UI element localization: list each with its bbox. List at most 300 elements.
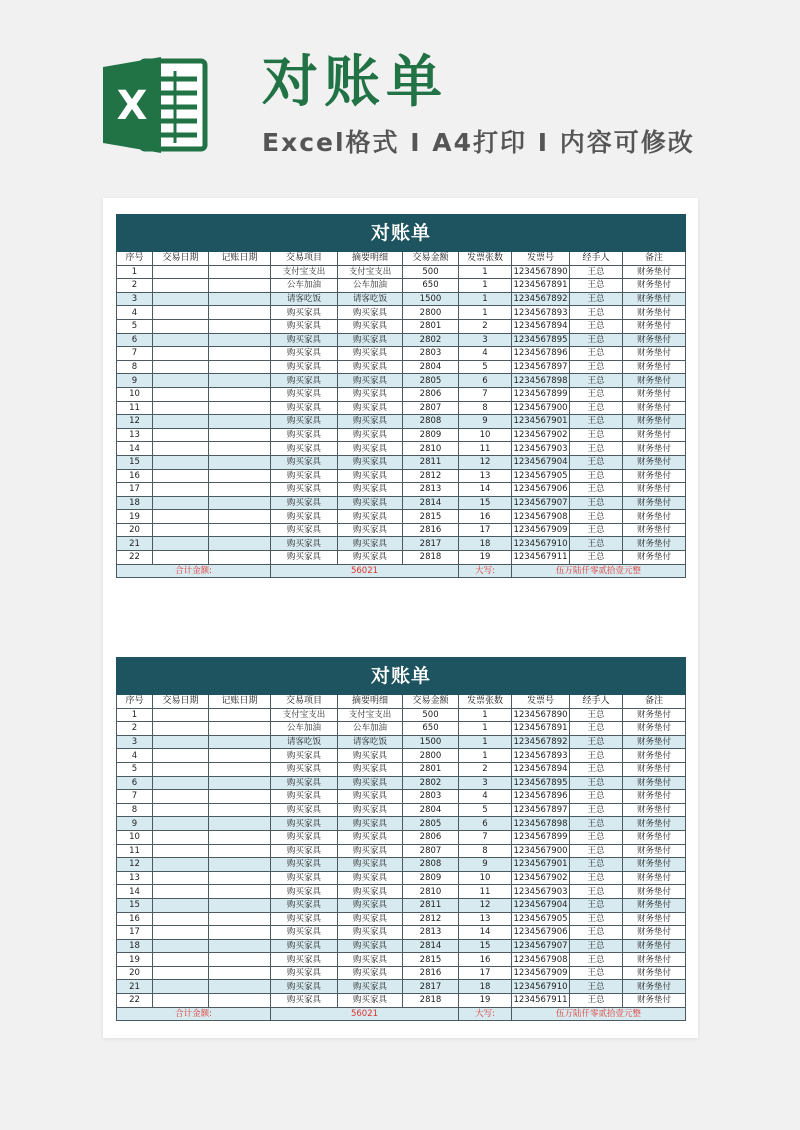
trade-item-cell: 购买家具 — [271, 415, 338, 429]
row-no-cell: 22 — [117, 551, 153, 565]
summary-detail-cell: 支付宝支出 — [338, 265, 403, 279]
col-header-date: 交易日期 — [153, 695, 209, 709]
trade-amount-cell: 2800 — [403, 306, 459, 320]
trade-item-cell: 购买家具 — [271, 953, 338, 967]
table-row — [117, 830, 686, 844]
note-cell: 财务垫付 — [623, 830, 686, 844]
handler-cell: 王总 — [570, 537, 623, 551]
invoice-number-cell: 1234567903 — [513, 443, 568, 454]
row-no-cell: 18 — [117, 496, 153, 510]
book-date-cell — [209, 292, 271, 306]
book-date-cell — [209, 708, 271, 722]
invoice-count-cell: 14 — [459, 926, 512, 940]
sum-value: 56021 — [271, 1007, 459, 1021]
table-row — [117, 926, 686, 940]
row-no-cell: 1 — [117, 265, 153, 279]
invoice-number-cell: 1234567909 — [513, 525, 568, 536]
handler-cell: 王总 — [570, 510, 623, 524]
handler-cell: 王总 — [570, 817, 623, 831]
sum-label: 合计金额: — [117, 1007, 271, 1021]
row-no-cell: 8 — [117, 803, 153, 817]
trade-amount-cell: 2818 — [403, 994, 459, 1008]
total-row — [117, 1007, 686, 1021]
book-date-cell — [209, 722, 271, 736]
trade-date-cell — [153, 292, 209, 306]
book-date-cell — [209, 939, 271, 953]
trade-date-cell — [153, 776, 209, 790]
row-no-cell: 10 — [117, 830, 153, 844]
invoice-count-cell: 1 — [459, 306, 512, 320]
table-row — [117, 912, 686, 926]
summary-detail-cell: 购买家具 — [338, 912, 403, 926]
trade-amount-cell: 2803 — [403, 347, 459, 361]
note-cell: 财务垫付 — [623, 762, 686, 776]
row-no-cell: 3 — [117, 292, 153, 306]
table-row — [117, 708, 686, 722]
note-cell: 财务垫付 — [623, 510, 686, 524]
trade-date-cell — [153, 428, 209, 442]
table-row — [117, 496, 686, 510]
logo-letter: X — [116, 83, 148, 129]
book-date-cell — [209, 496, 271, 510]
row-no-cell: 17 — [117, 926, 153, 940]
table-row — [117, 939, 686, 953]
invoice-count-cell: 9 — [459, 415, 512, 429]
invoice-count-cell: 17 — [459, 523, 512, 537]
note-cell: 财务垫付 — [623, 722, 686, 736]
trade-amount-cell: 2801 — [403, 319, 459, 333]
trade-date-cell — [153, 306, 209, 320]
book-date-cell — [209, 455, 271, 469]
table-row — [117, 776, 686, 790]
summary-detail-cell: 购买家具 — [338, 537, 403, 551]
trade-date-cell — [153, 844, 209, 858]
table-title: 对账单 — [117, 658, 686, 695]
handler-cell: 王总 — [570, 776, 623, 790]
note-cell: 财务垫付 — [623, 428, 686, 442]
note-cell: 财务垫付 — [623, 442, 686, 456]
note-cell: 财务垫付 — [623, 790, 686, 804]
invoice-count-cell: 11 — [459, 442, 512, 456]
note-cell: 财务垫付 — [623, 387, 686, 401]
table-row — [117, 980, 686, 994]
handler-cell: 王总 — [570, 980, 623, 994]
trade-date-cell — [153, 939, 209, 953]
row-no-cell: 10 — [117, 387, 153, 401]
summary-detail-cell: 购买家具 — [338, 306, 403, 320]
note-cell: 财务垫付 — [623, 401, 686, 415]
summary-detail-cell: 购买家具 — [338, 830, 403, 844]
trade-date-cell — [153, 953, 209, 967]
row-no-cell: 16 — [117, 912, 153, 926]
invoice-number-cell: 1234567904 — [513, 457, 568, 468]
handler-cell: 王总 — [570, 939, 623, 953]
row-no-cell: 7 — [117, 347, 153, 361]
summary-detail-cell: 购买家具 — [338, 994, 403, 1008]
handler-cell: 王总 — [570, 306, 623, 320]
trade-date-cell — [153, 858, 209, 872]
invoice-count-cell: 1 — [459, 749, 512, 763]
invoice-number-cell: 1234567892 — [513, 294, 568, 305]
invoice-number-cell: 1234567900 — [513, 402, 568, 413]
table-row — [117, 387, 686, 401]
note-cell: 财务垫付 — [623, 537, 686, 551]
table-row — [117, 455, 686, 469]
note-cell: 财务垫付 — [623, 496, 686, 510]
invoice-number-cell: 1234567893 — [513, 307, 568, 318]
trade-item-cell: 购买家具 — [271, 803, 338, 817]
summary-detail-cell: 购买家具 — [338, 939, 403, 953]
trade-item-cell: 支付宝支出 — [271, 265, 338, 279]
handler-cell: 王总 — [570, 387, 623, 401]
book-date-cell — [209, 858, 271, 872]
table-row — [117, 279, 686, 293]
invoice-number-cell: 1234567901 — [513, 859, 568, 870]
book-date-cell — [209, 401, 271, 415]
trade-date-cell — [153, 803, 209, 817]
summary-detail-cell: 购买家具 — [338, 762, 403, 776]
invoice-count-cell: 1 — [459, 708, 512, 722]
summary-detail-cell: 购买家具 — [338, 469, 403, 483]
trade-item-cell: 购买家具 — [271, 817, 338, 831]
row-no-cell: 11 — [117, 401, 153, 415]
table-body — [117, 265, 686, 564]
invoice-count-cell: 10 — [459, 871, 512, 885]
trade-date-cell — [153, 469, 209, 483]
invoice-number-cell: 1234567895 — [513, 777, 568, 788]
row-no-cell: 15 — [117, 455, 153, 469]
trade-date-cell — [153, 994, 209, 1008]
trade-amount-cell: 2803 — [403, 790, 459, 804]
table-row — [117, 401, 686, 415]
note-cell: 财务垫付 — [623, 292, 686, 306]
handler-cell: 王总 — [570, 401, 623, 415]
book-date-cell — [209, 898, 271, 912]
book-date-cell — [209, 387, 271, 401]
trade-date-cell — [153, 347, 209, 361]
invoice-number-cell: 1234567906 — [513, 927, 568, 938]
table-row — [117, 790, 686, 804]
note-cell: 财务垫付 — [623, 858, 686, 872]
trade-item-cell: 购买家具 — [271, 455, 338, 469]
col-header-note: 备注 — [623, 252, 686, 266]
trade-item-cell: 购买家具 — [271, 966, 338, 980]
note-cell: 财务垫付 — [623, 279, 686, 293]
row-no-cell: 9 — [117, 374, 153, 388]
excel-logo-icon — [103, 55, 208, 155]
handler-cell: 王总 — [570, 953, 623, 967]
trade-amount-cell: 2812 — [403, 469, 459, 483]
invoice-number-cell: 1234567897 — [513, 362, 568, 373]
trade-date-cell — [153, 790, 209, 804]
col-header-item: 交易项目 — [271, 695, 338, 709]
total-row — [117, 564, 686, 578]
note-cell: 财务垫付 — [623, 415, 686, 429]
trade-item-cell: 购买家具 — [271, 776, 338, 790]
page-title: 对账单 — [262, 50, 448, 115]
book-date-cell — [209, 347, 271, 361]
trade-item-cell: 购买家具 — [271, 537, 338, 551]
handler-cell: 王总 — [570, 292, 623, 306]
summary-detail-cell: 购买家具 — [338, 749, 403, 763]
summary-detail-cell: 购买家具 — [338, 885, 403, 899]
invoice-count-cell: 12 — [459, 898, 512, 912]
trade-item-cell: 购买家具 — [271, 374, 338, 388]
trade-item-cell: 购买家具 — [271, 551, 338, 565]
trade-item-cell: 购买家具 — [271, 360, 338, 374]
book-date-cell — [209, 803, 271, 817]
book-date-cell — [209, 844, 271, 858]
note-cell: 财务垫付 — [623, 347, 686, 361]
handler-cell: 王总 — [570, 749, 623, 763]
invoice-number-cell: 1234567891 — [513, 280, 568, 291]
table-row — [117, 817, 686, 831]
table-row — [117, 722, 686, 736]
note-cell: 财务垫付 — [623, 551, 686, 565]
invoice-number-cell: 1234567891 — [513, 723, 568, 734]
row-no-cell: 17 — [117, 483, 153, 497]
note-cell: 财务垫付 — [623, 966, 686, 980]
trade-item-cell: 购买家具 — [271, 844, 338, 858]
note-cell: 财务垫付 — [623, 776, 686, 790]
note-cell: 财务垫付 — [623, 898, 686, 912]
col-header-handler: 经手人 — [570, 695, 623, 709]
handler-cell: 王总 — [570, 496, 623, 510]
trade-item-cell: 购买家具 — [271, 790, 338, 804]
handler-cell: 王总 — [570, 844, 623, 858]
sum-label: 合计金额: — [117, 564, 271, 578]
invoice-count-cell: 3 — [459, 333, 512, 347]
table-row — [117, 537, 686, 551]
col-header-invoice: 发票号 — [512, 695, 570, 709]
invoice-count-cell: 8 — [459, 401, 512, 415]
trade-amount-cell: 2800 — [403, 749, 459, 763]
summary-detail-cell: 购买家具 — [338, 347, 403, 361]
trade-item-cell: 购买家具 — [271, 510, 338, 524]
row-no-cell: 21 — [117, 980, 153, 994]
table-row — [117, 898, 686, 912]
trade-date-cell — [153, 333, 209, 347]
note-cell: 财务垫付 — [623, 939, 686, 953]
trade-date-cell — [153, 551, 209, 565]
invoice-number-cell: 1234567899 — [513, 389, 568, 400]
invoice-count-cell: 4 — [459, 347, 512, 361]
table-row — [117, 347, 686, 361]
trade-amount-cell: 2812 — [403, 912, 459, 926]
invoice-number-cell: 1234567893 — [513, 750, 568, 761]
handler-cell: 王总 — [570, 735, 623, 749]
trade-item-cell: 购买家具 — [271, 319, 338, 333]
trade-date-cell — [153, 980, 209, 994]
trade-amount-cell: 2807 — [403, 844, 459, 858]
table-row — [117, 360, 686, 374]
invoice-count-cell: 18 — [459, 980, 512, 994]
trade-date-cell — [153, 319, 209, 333]
trade-item-cell: 支付宝支出 — [271, 708, 338, 722]
trade-amount-cell: 2813 — [403, 483, 459, 497]
handler-cell: 王总 — [570, 803, 623, 817]
invoice-count-cell: 1 — [459, 722, 512, 736]
trade-date-cell — [153, 537, 209, 551]
trade-amount-cell: 2807 — [403, 401, 459, 415]
trade-amount-cell: 2815 — [403, 510, 459, 524]
summary-detail-cell: 购买家具 — [338, 360, 403, 374]
trade-item-cell: 购买家具 — [271, 871, 338, 885]
summary-detail-cell: 支付宝支出 — [338, 708, 403, 722]
invoice-count-cell: 11 — [459, 885, 512, 899]
note-cell: 财务垫付 — [623, 994, 686, 1008]
trade-item-cell: 购买家具 — [271, 994, 338, 1008]
summary-detail-cell: 购买家具 — [338, 455, 403, 469]
table-row — [117, 994, 686, 1008]
table-row — [117, 953, 686, 967]
summary-detail-cell: 购买家具 — [338, 333, 403, 347]
invoice-number-cell: 1234567896 — [513, 348, 568, 359]
invoice-count-cell: 15 — [459, 939, 512, 953]
book-date-cell — [209, 306, 271, 320]
trade-date-cell — [153, 523, 209, 537]
invoice-count-cell: 17 — [459, 966, 512, 980]
handler-cell: 王总 — [570, 374, 623, 388]
trade-date-cell — [153, 749, 209, 763]
col-header-book-date: 记账日期 — [209, 252, 271, 266]
invoice-number-cell: 1234567905 — [513, 913, 568, 924]
invoice-number-cell: 1234567908 — [513, 954, 568, 965]
invoice-number-cell: 1234567894 — [513, 764, 568, 775]
row-no-cell: 13 — [117, 871, 153, 885]
row-no-cell: 13 — [117, 428, 153, 442]
note-cell: 财务垫付 — [623, 871, 686, 885]
note-cell: 财务垫付 — [623, 523, 686, 537]
trade-amount-cell: 2804 — [403, 803, 459, 817]
trade-amount-cell: 500 — [403, 708, 459, 722]
handler-cell: 王总 — [570, 455, 623, 469]
row-no-cell: 5 — [117, 762, 153, 776]
trade-date-cell — [153, 496, 209, 510]
trade-date-cell — [153, 265, 209, 279]
book-date-cell — [209, 980, 271, 994]
summary-detail-cell: 公车加油 — [338, 279, 403, 293]
note-cell: 财务垫付 — [623, 817, 686, 831]
invoice-count-cell: 5 — [459, 360, 512, 374]
summary-detail-cell: 购买家具 — [338, 926, 403, 940]
table-row — [117, 762, 686, 776]
summary-detail-cell: 购买家具 — [338, 510, 403, 524]
table-row — [117, 749, 686, 763]
book-date-cell — [209, 415, 271, 429]
trade-date-cell — [153, 830, 209, 844]
col-header-detail: 摘要明细 — [338, 695, 403, 709]
book-date-cell — [209, 442, 271, 456]
trade-amount-cell: 2802 — [403, 333, 459, 347]
handler-cell: 王总 — [570, 858, 623, 872]
trade-amount-cell: 2809 — [403, 428, 459, 442]
book-date-cell — [209, 333, 271, 347]
summary-detail-cell: 购买家具 — [338, 374, 403, 388]
invoice-count-cell: 13 — [459, 912, 512, 926]
note-cell: 财务垫付 — [623, 360, 686, 374]
summary-detail-cell: 购买家具 — [338, 844, 403, 858]
summary-detail-cell: 购买家具 — [338, 803, 403, 817]
invoice-count-cell: 1 — [459, 292, 512, 306]
trade-amount-cell: 2801 — [403, 762, 459, 776]
col-header-item: 交易项目 — [271, 252, 338, 266]
invoice-count-cell: 2 — [459, 319, 512, 333]
table-row — [117, 844, 686, 858]
table-row — [117, 803, 686, 817]
note-cell: 财务垫付 — [623, 306, 686, 320]
note-cell: 财务垫付 — [623, 483, 686, 497]
trade-amount-cell: 650 — [403, 279, 459, 293]
invoice-count-cell: 1 — [459, 265, 512, 279]
invoice-count-cell: 15 — [459, 496, 512, 510]
row-no-cell: 19 — [117, 953, 153, 967]
trade-date-cell — [153, 898, 209, 912]
invoice-number-cell: 1234567903 — [513, 886, 568, 897]
upper-label: 大写: — [459, 564, 512, 578]
invoice-number-cell: 1234567890 — [513, 266, 568, 277]
trade-item-cell: 公车加油 — [271, 722, 338, 736]
invoice-number-cell: 1234567911 — [513, 552, 568, 563]
trade-date-cell — [153, 966, 209, 980]
table-row — [117, 858, 686, 872]
handler-cell: 王总 — [570, 722, 623, 736]
row-no-cell: 11 — [117, 844, 153, 858]
handler-cell: 王总 — [570, 790, 623, 804]
summary-detail-cell: 购买家具 — [338, 401, 403, 415]
trade-date-cell — [153, 415, 209, 429]
trade-amount-cell: 2810 — [403, 885, 459, 899]
summary-detail-cell: 购买家具 — [338, 858, 403, 872]
note-cell: 财务垫付 — [623, 708, 686, 722]
invoice-number-cell: 1234567900 — [513, 845, 568, 856]
note-cell: 财务垫付 — [623, 319, 686, 333]
table-row — [117, 551, 686, 565]
book-date-cell — [209, 830, 271, 844]
handler-cell: 王总 — [570, 279, 623, 293]
summary-detail-cell: 购买家具 — [338, 387, 403, 401]
trade-date-cell — [153, 722, 209, 736]
invoice-count-cell: 13 — [459, 469, 512, 483]
invoice-number-cell: 1234567907 — [513, 497, 568, 508]
trade-item-cell: 公车加油 — [271, 279, 338, 293]
trade-item-cell: 购买家具 — [271, 912, 338, 926]
invoice-count-cell: 5 — [459, 803, 512, 817]
invoice-count-cell: 8 — [459, 844, 512, 858]
invoice-number-cell: 1234567910 — [513, 538, 568, 549]
trade-item-cell: 购买家具 — [271, 830, 338, 844]
note-cell: 财务垫付 — [623, 926, 686, 940]
trade-amount-cell: 2804 — [403, 360, 459, 374]
invoice-number-cell: 1234567906 — [513, 484, 568, 495]
page-subtitle: Excel格式 Ⅰ A4打印 Ⅰ 内容可修改 — [262, 128, 695, 157]
invoice-count-cell: 19 — [459, 994, 512, 1008]
table-row — [117, 885, 686, 899]
table-row — [117, 415, 686, 429]
trade-item-cell: 购买家具 — [271, 939, 338, 953]
table-row — [117, 306, 686, 320]
summary-detail-cell: 购买家具 — [338, 551, 403, 565]
invoice-number-cell: 1234567892 — [513, 737, 568, 748]
invoice-number-cell: 1234567911 — [513, 995, 568, 1006]
invoice-number-cell: 1234567902 — [513, 873, 568, 884]
note-cell: 财务垫付 — [623, 455, 686, 469]
table-row — [117, 510, 686, 524]
note-cell: 财务垫付 — [623, 953, 686, 967]
row-no-cell: 2 — [117, 279, 153, 293]
trade-item-cell: 购买家具 — [271, 749, 338, 763]
col-header-count: 发票张数 — [459, 252, 512, 266]
